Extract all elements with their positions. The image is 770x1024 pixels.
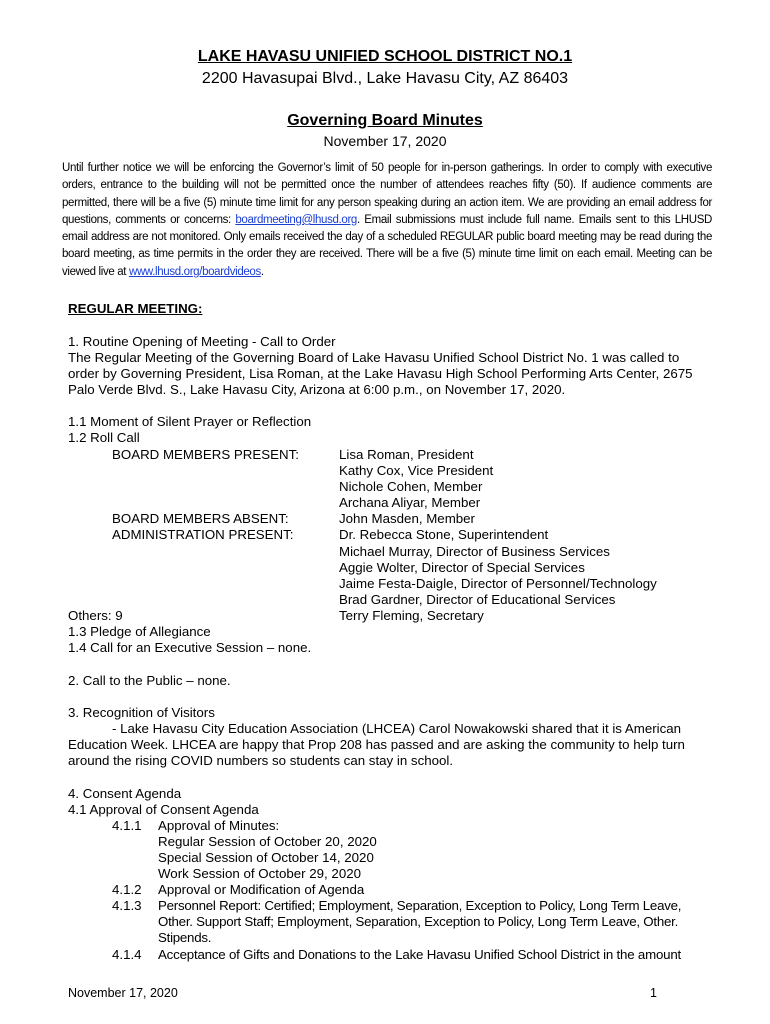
document-title: Governing Board Minutes — [287, 112, 483, 129]
notice-end: . — [260, 265, 264, 278]
item-number: 4.1.1 — [112, 818, 142, 833]
attendee-name: Archana Aliyar, Member — [339, 495, 481, 510]
section-3-text: Education Week. LHCEA are happy that Prop 208 has passed and are asking the community to help turn around the rising COVID numbers so students can stay in school. — [68, 737, 685, 769]
item-text: Acceptance of Gifts and Donations to the Lake Havasu Unified School District in the amount — [158, 947, 682, 962]
attendee-name: Terry Fleming, Secretary — [339, 608, 484, 623]
admin-label: ADMINISTRATION PRESENT: — [112, 527, 294, 542]
district-name: LAKE HAVASU UNIFIED SCHOOL DISTRICT NO.1 — [197, 48, 573, 65]
footer-date: November 17, 2020 — [68, 986, 178, 1000]
notice-text-2: . Email submissions must include full name. Emails sent to this LHUSD email address are not monitored. Only emails received the day of a scheduled REGULAR public board meeting may be read during the board meeting, as time permits in the order they are received. There will be a five (5) minute time limit on each email. Meeting can be viewed live at — [62, 213, 712, 278]
section-1-2: 1.2 Roll Call — [68, 430, 140, 445]
absent-label: BOARD MEMBERS ABSENT: — [112, 511, 289, 526]
item-text: Personnel Report: Certified; Employment, Separation, Exception to Policy, Long Term Leave, Other. Support Staff; Employment, Separation, Exception to Policy, Long Term Leave, Other. Stipends. — [158, 898, 682, 946]
section-1-3: 1.3 Pledge of Allegiance — [68, 624, 211, 639]
item-number: 4.1.3 — [112, 898, 142, 913]
section-1-title: 1. Routine Opening of Meeting - Call to Order — [68, 334, 336, 349]
section-2: 2. Call to the Public – none. — [68, 673, 231, 688]
notice-paragraph — [62, 160, 712, 281]
attendee-name: Jaime Festa-Daigle, Director of Personnel/Technology — [339, 576, 657, 591]
item-text: Approval of Minutes: — [158, 818, 280, 833]
notice-text-1: Until further notice we will be enforcing the Governor’s limit of 50 people for in-person gatherings. In order to comply with executive orders, entrance to the building will not be permitted once the number of attendees reaches fifty (50). If audience comments are permitted, there will be a five (5) minute time limit for any person speaking during an action item. We are providing an email address for questions, comments or concerns: — [62, 162, 712, 226]
section-4-title: 4. Consent Agenda — [68, 786, 182, 801]
item-number: 4.1.4 — [112, 947, 142, 962]
present-label: BOARD MEMBERS PRESENT: — [112, 447, 299, 462]
regular-meeting-heading: REGULAR MEETING: — [68, 301, 203, 316]
attendee-name: Lisa Roman, President — [339, 447, 474, 462]
attendee-name: Dr. Rebecca Stone, Superintendent — [339, 527, 549, 542]
attendee-name: Nichole Cohen, Member — [339, 479, 483, 494]
section-3-first-line: - Lake Havasu City Education Association (LHCEA) Carol Nowakowski shared that it is American — [112, 721, 682, 736]
meeting-date: November 17, 2020 — [323, 133, 447, 149]
district-address: 2200 Havasupai Blvd., Lake Havasu City, AZ 86403 — [201, 70, 569, 87]
section-1-1: 1.1 Moment of Silent Prayer or Reflection — [68, 414, 312, 429]
page-number: 1 — [650, 986, 657, 1000]
section-1-text: The Regular Meeting of the Governing Board of Lake Havasu Unified School District No. 1 was called to order by Governing President, Lisa Roman, at the Lake Havasu High School Performing Arts Center, 2675 Palo Verde Blvd. S., Lake Havasu City, Arizona at 6:00 p.m., on November 17, 2020. — [68, 350, 693, 398]
attendee-name: John Masden, Member — [339, 511, 475, 526]
section-3-title: 3. Recognition of Visitors — [68, 705, 215, 720]
minutes-session: Regular Session of October 20, 2020 — [158, 834, 377, 849]
email-link[interactable]: boardmeeting@lhusd.org — [235, 213, 357, 226]
section-4-1: 4.1 Approval of Consent Agenda — [68, 802, 259, 817]
section-1-4: 1.4 Call for an Executive Session – none. — [68, 640, 312, 655]
minutes-session: Special Session of October 14, 2020 — [158, 850, 374, 865]
attendee-name: Kathy Cox, Vice President — [339, 463, 494, 478]
item-text: Approval or Modification of Agenda — [158, 882, 365, 897]
others-count: Others: 9 — [68, 608, 123, 623]
attendee-name: Brad Gardner, Director of Educational Services — [339, 592, 616, 607]
attendee-name: Michael Murray, Director of Business Services — [339, 544, 610, 559]
item-number: 4.1.2 — [112, 882, 142, 897]
video-link[interactable]: www.lhusd.org/boardvideos — [128, 265, 261, 278]
minutes-session: Work Session of October 29, 2020 — [158, 866, 362, 881]
attendee-name: Aggie Wolter, Director of Special Services — [339, 560, 585, 575]
